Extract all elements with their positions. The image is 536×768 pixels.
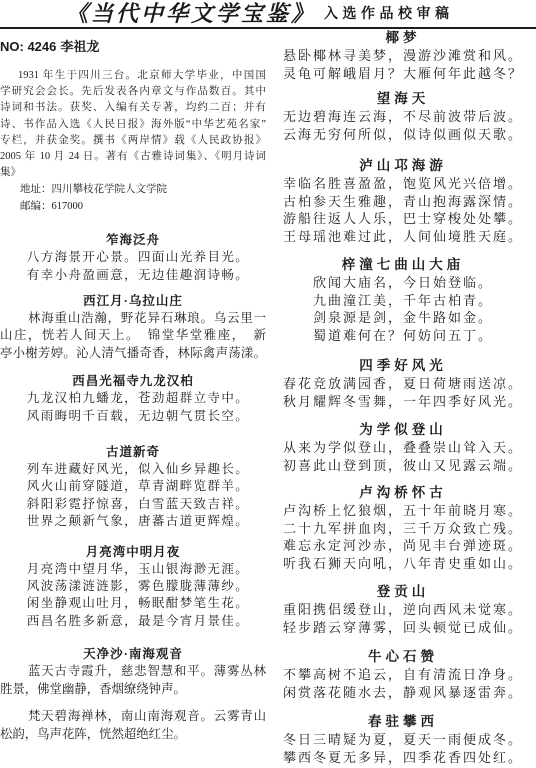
poem-line: 梵天碧海禅林，南山南海观音。云雾青山 bbox=[28, 709, 266, 724]
poem bbox=[270, 583, 536, 636]
poem-stanza bbox=[270, 502, 536, 572]
poem-title: 卢沟桥怀古 bbox=[359, 485, 447, 500]
poem-title: 牛心石赞 bbox=[368, 649, 438, 664]
poem bbox=[0, 292, 266, 362]
poem-stanza bbox=[0, 461, 266, 531]
poem bbox=[270, 29, 536, 82]
poem-line: 无边碧海连云海，不尽前波带后波。 bbox=[282, 109, 523, 124]
poem-line: 古柏参天生雅趣，青山抱海露深情。 bbox=[282, 193, 523, 209]
poem bbox=[270, 256, 536, 344]
poem-line: 胜景，佛堂幽静，香烟缭绕钟声。 bbox=[0, 681, 186, 696]
poem-line: 幸临名胜喜盈盈，饱览风光兴倍增。 bbox=[282, 176, 523, 191]
poem-title: 春驻攀西 bbox=[368, 714, 438, 729]
poem-line: 风火山前穿隧道，草青湖畔览群羊。 bbox=[26, 479, 250, 494]
poem-line: 二十九军拼血肉，三千万众致亡残。 bbox=[282, 520, 523, 536]
poem-line: 九龙汉柏九蟠龙，苍劲超群立寺中。 bbox=[26, 391, 250, 406]
poem-title: 望海天 bbox=[376, 91, 430, 106]
poem-line: 山庄，恍若人间天上。 锦堂华堂雅座， 新 bbox=[0, 328, 266, 343]
bio-line: 1931 年生于四川三台。北京师大学毕业，中国国 bbox=[18, 70, 266, 81]
poem-line: 风雨晦明千百载，无边朝气贯长空。 bbox=[26, 408, 250, 423]
poem-stanza bbox=[0, 249, 266, 284]
poem-stanza bbox=[270, 731, 536, 766]
author-bio bbox=[0, 68, 266, 181]
poem-stanza bbox=[0, 708, 266, 743]
author-name: 李祖龙 bbox=[60, 39, 100, 54]
poem-line: 轻步踏云穿薄雾，回头顿觉已成仙。 bbox=[282, 619, 523, 635]
author-heading bbox=[0, 38, 266, 56]
poem-stanza bbox=[270, 274, 536, 344]
bio-line: 学研究会会长。先后发表各内章文与作品数百。其中 bbox=[0, 86, 266, 98]
poem bbox=[270, 90, 536, 143]
poem-title: 椰梦 bbox=[385, 30, 421, 45]
proof-label: 入选作品校审稿 bbox=[324, 6, 454, 22]
poem-stanza bbox=[0, 390, 266, 425]
poem-line: 难忘永定河沙赤，尚见丰台弹迹斑。 bbox=[282, 538, 523, 553]
poem-line: 春花竞放满园香，夏日荷塘雨送凉。 bbox=[282, 376, 523, 391]
poem-line: 闲坐静观山吐月，畅眠酣梦笔生花。 bbox=[26, 596, 250, 611]
poem-line: 听我石狮天向吼，八年青史重如山。 bbox=[282, 555, 523, 571]
poem-title: 梓潼七曲山大庙 bbox=[341, 257, 465, 272]
poem-line: 九曲潼江美，千年古柏青。 bbox=[312, 292, 493, 308]
poem-title: 古道新奇 bbox=[105, 445, 160, 460]
poem bbox=[270, 157, 536, 245]
poem-stanza bbox=[270, 175, 536, 245]
poem-line: 灵龟可解峨眉月？大雁何年此越冬？ bbox=[282, 65, 523, 81]
poem-line: 有幸小舟盈画意，无边佳趣润诗畅。 bbox=[26, 267, 250, 282]
poem-title: 四季好风光 bbox=[359, 358, 447, 373]
poem-line: 亭小榭芳婷。沁人清气播奇香，林际禽声荡漾。 bbox=[0, 345, 266, 360]
poem bbox=[0, 231, 266, 284]
poem-title: 登贡山 bbox=[376, 584, 430, 599]
poem bbox=[270, 421, 536, 474]
poem-line: 秋月耀辉冬雪舞，一年四季好风光。 bbox=[282, 393, 523, 409]
poem-line: 不攀高树不追云，自有清流日净身。 bbox=[282, 667, 523, 682]
poem-line: 冬日三晴疑为夏，夏天一雨便成冬。 bbox=[282, 732, 523, 747]
page-header bbox=[0, 0, 536, 29]
poem-line: 攀西冬夏无多异，四季花香四处红。 bbox=[282, 749, 523, 765]
address: 地址：四川攀枝花学院人文学院 bbox=[20, 184, 167, 196]
poem-line: 悬卧椰林寻美梦，漫游沙滩赏和风。 bbox=[282, 48, 523, 63]
poem-stanza bbox=[270, 439, 536, 474]
poem-line: 西昌名胜多新意，最是今宵月景佳。 bbox=[26, 613, 250, 628]
poem-line: 八方海景开心景。四面山光养目光。 bbox=[26, 250, 250, 265]
poem-line: 松韵，鸟声花阵，恍然超绝红尘。 bbox=[0, 726, 186, 741]
poem-line: 蓝天古寺霞升，慈悲智慧和平。薄雾丛林 bbox=[28, 664, 266, 679]
poem-title: 月亮湾中明月夜 bbox=[85, 544, 181, 559]
poem-line: 斜阳彩霓抒惊喜，白雪蓝天致吉祥。 bbox=[26, 496, 250, 511]
poem-title: 为学似登山 bbox=[359, 422, 447, 437]
poem-line: 闲赏落花随水去，静观风暴逐雷奔。 bbox=[282, 684, 523, 700]
bio-line: 诗词和书法。获奖、入编有关专著，均约二百；并有 bbox=[0, 102, 266, 114]
poem-stanza bbox=[270, 108, 536, 143]
anthology-title: 《当代中华文学宝鉴》 bbox=[66, 1, 317, 27]
poem-stanza bbox=[270, 666, 536, 701]
poem-line: 游船往返人人乐，巴士穿梭处处攀。 bbox=[282, 211, 523, 226]
poem-list-left bbox=[0, 231, 266, 743]
poem bbox=[0, 372, 266, 425]
poem-stanza bbox=[0, 561, 266, 631]
poem bbox=[0, 645, 266, 743]
poem-stanza bbox=[270, 375, 536, 410]
poem-line: 蜀道难何在？何妨问五丁。 bbox=[312, 327, 493, 343]
poem bbox=[270, 357, 536, 410]
poem-title: 笮海泛舟 bbox=[105, 233, 160, 248]
poem-stanza bbox=[0, 310, 266, 362]
poem-stanza bbox=[0, 663, 266, 698]
poem-list-right bbox=[270, 29, 536, 766]
poem-line: 风波荡漾涟涟影，雾色朦胧薄薄纱。 bbox=[26, 579, 250, 593]
bio-line: 专栏，并获金奖。撰书《两岸情》载《人民政协报》 bbox=[0, 134, 266, 146]
author-contact bbox=[0, 181, 266, 215]
poem-line: 月亮湾中望月华，玉山银海渺无涯。 bbox=[26, 561, 250, 576]
bio-line: 2005 年 10 月 24 日。著有《古雅诗词集》、《明月诗词 bbox=[0, 150, 266, 162]
bio-line: 集》 bbox=[0, 167, 21, 179]
poem bbox=[0, 543, 266, 631]
poem-line: 云海无穷何所似，似诗似画似天歌。 bbox=[282, 126, 523, 142]
poem-line: 林海重山浩瀚，野花异石琳琅。乌云里一 bbox=[28, 311, 266, 326]
bio-line: 诗、书作品入选《人民日报》海外版“中华艺苑名家” bbox=[0, 118, 266, 130]
poem bbox=[270, 648, 536, 701]
poem-stanza bbox=[270, 47, 536, 82]
poem bbox=[270, 713, 536, 766]
poem-title: 天净沙·南海观音 bbox=[83, 647, 183, 662]
left-column bbox=[0, 29, 266, 768]
author-block bbox=[0, 38, 266, 215]
entry-number: NO: 4246 bbox=[0, 39, 57, 54]
poem bbox=[0, 443, 266, 531]
poem-line: 王母瑶池难过此，人间仙境胜天庭。 bbox=[282, 228, 523, 244]
poem-title: 泸山邛海游 bbox=[359, 158, 447, 173]
postcode: 邮编：617000 bbox=[20, 201, 83, 213]
poem-line: 剑泉源是剑，金牛路如金。 bbox=[312, 310, 493, 325]
poem-line: 重阳携侣缓登山，逆向西风未觉寒。 bbox=[282, 602, 523, 617]
poem-line: 卢沟桥上忆狼烟，五十年前晓月寒。 bbox=[282, 503, 523, 518]
poem-line: 列车进藏好风光，似入仙乡异趣长。 bbox=[26, 462, 250, 477]
poem-line: 欣闻大庙名，今日始登临。 bbox=[312, 275, 493, 290]
poem-line: 世界之颠新气象，唐蕃古道更辉煌。 bbox=[26, 514, 250, 529]
poem-line: 从来为学似登山，叠叠崇山耸入天。 bbox=[282, 440, 523, 455]
poem-title: 西昌光福寺九龙汉柏 bbox=[72, 374, 194, 389]
poem-title: 西江月·乌拉山庄 bbox=[83, 294, 183, 309]
poem-stanza bbox=[270, 601, 536, 636]
right-column bbox=[270, 29, 536, 768]
poem-line: 初喜此山登到顶，彼山又见露云端。 bbox=[282, 457, 523, 473]
poem bbox=[270, 484, 536, 572]
